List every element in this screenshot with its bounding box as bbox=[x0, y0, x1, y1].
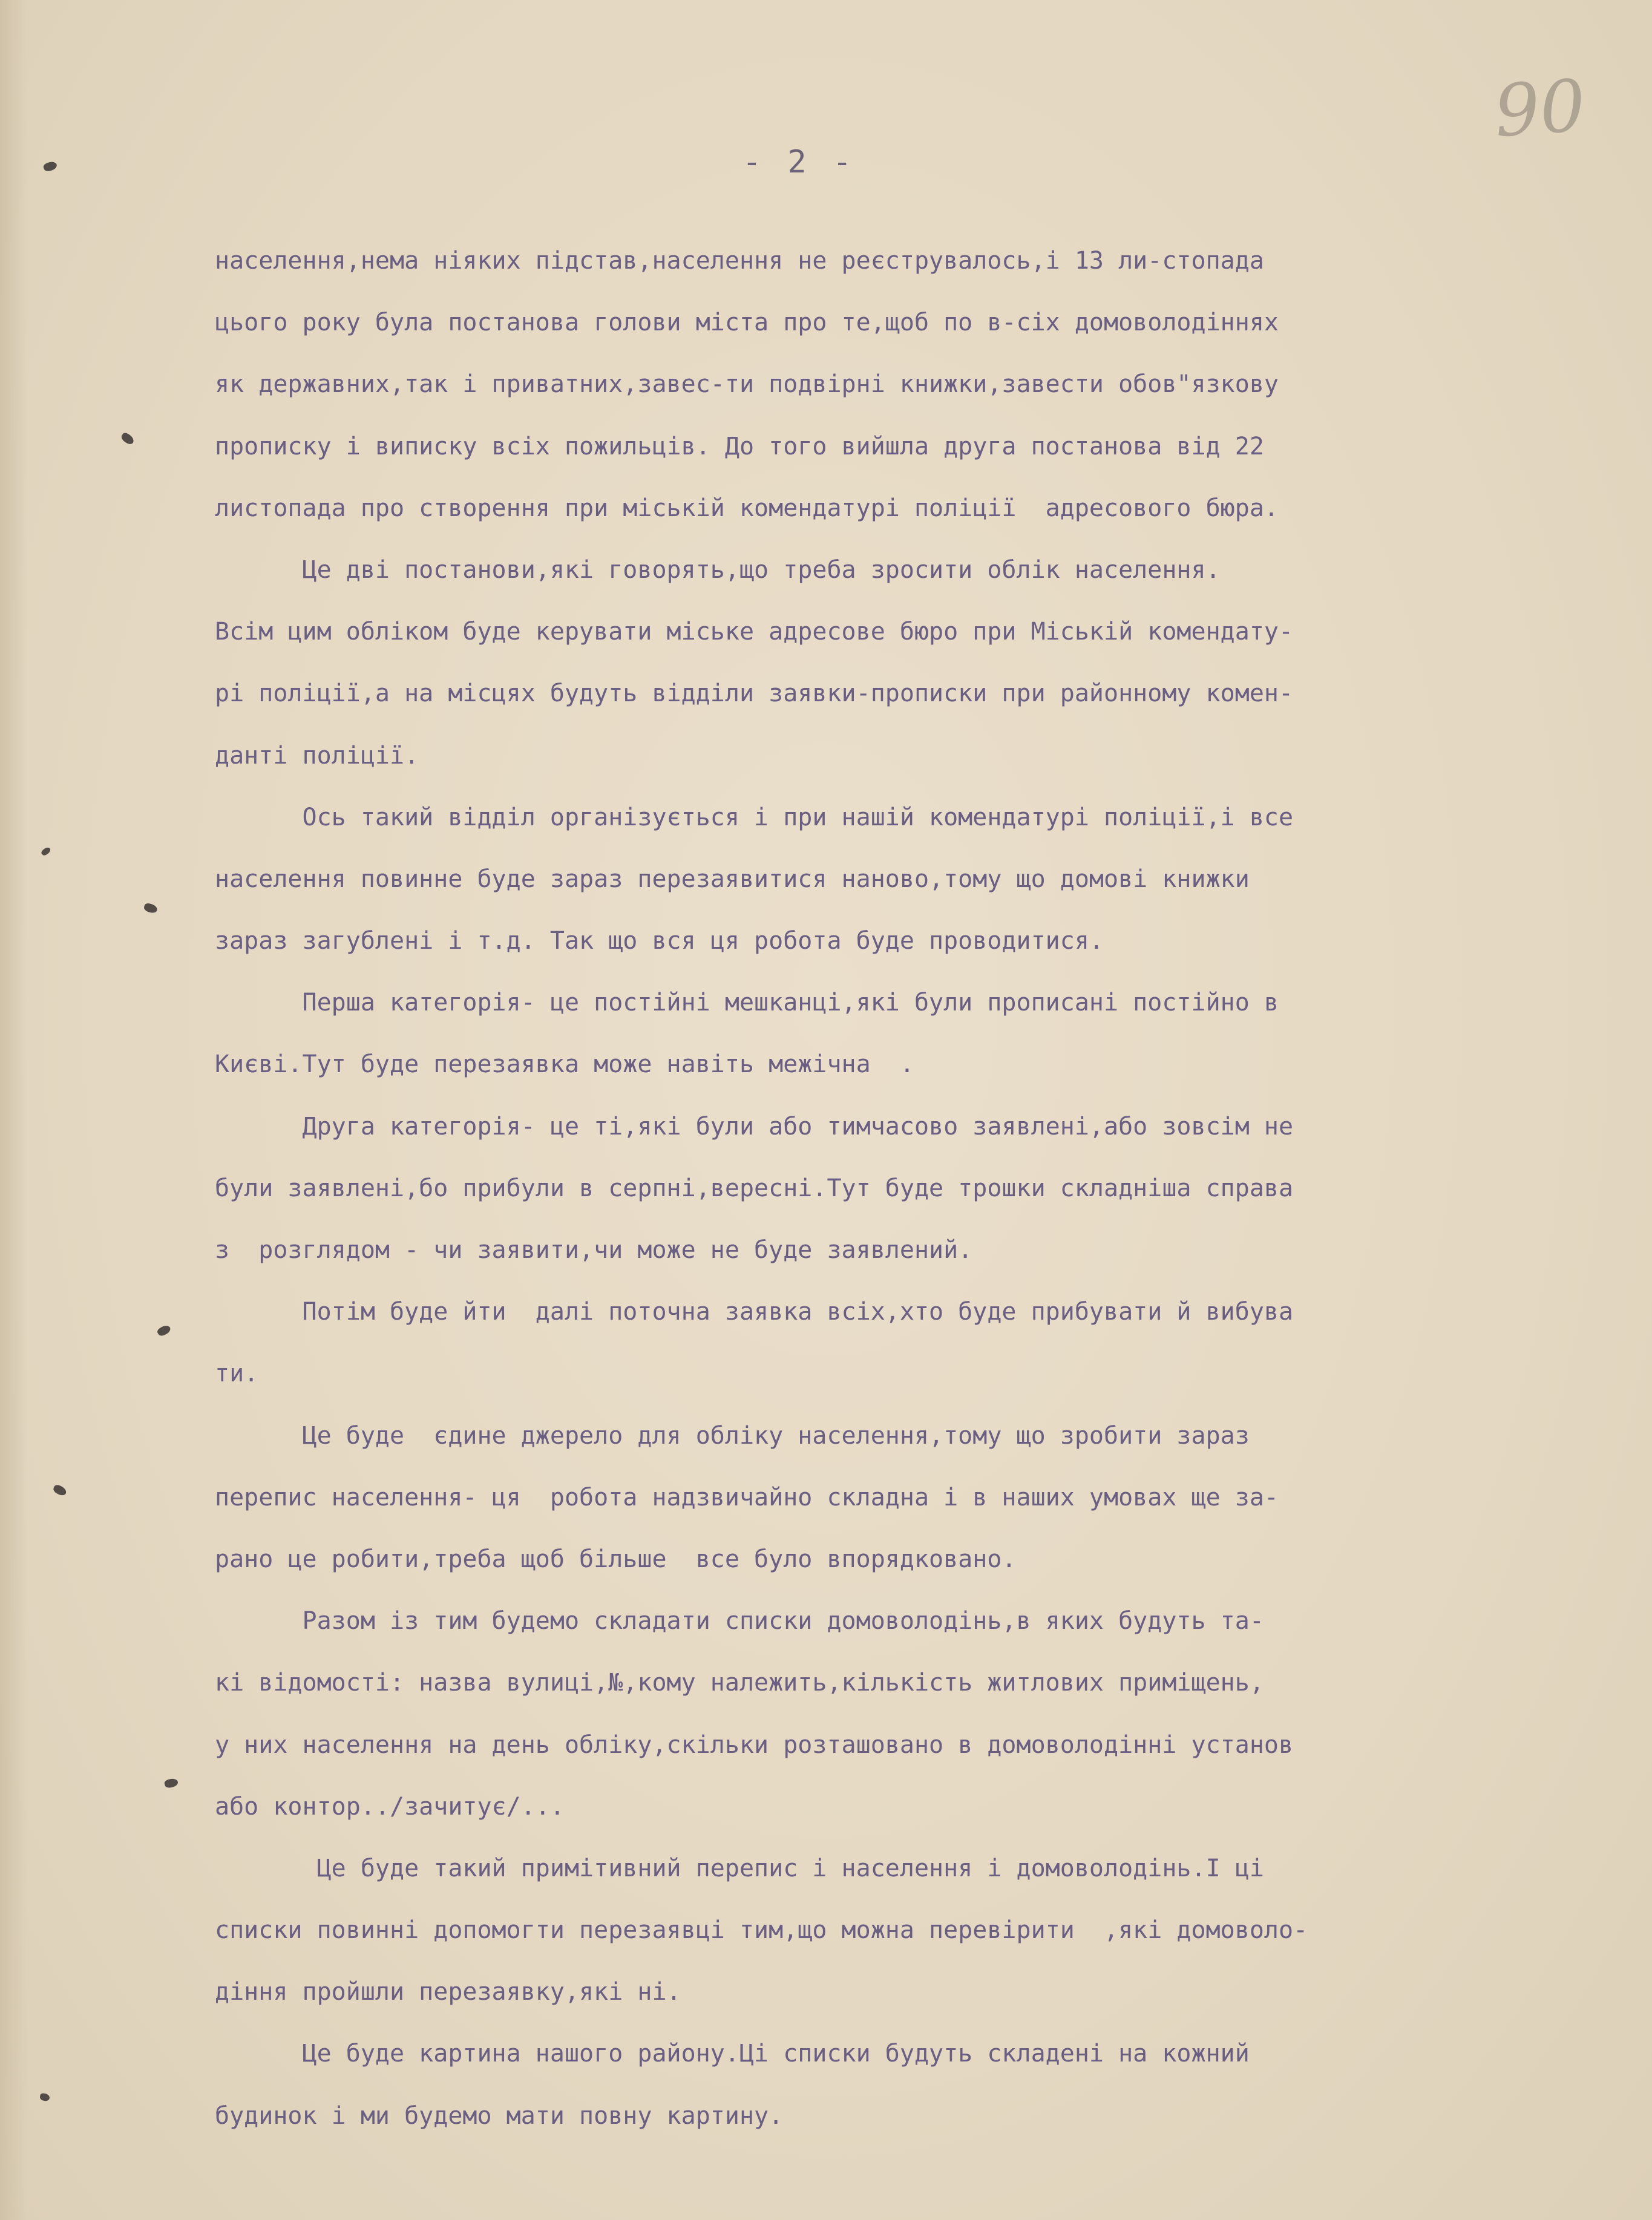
text-line: Перша категорія- це постійні мешканці,які були прописані постійно в bbox=[215, 989, 1279, 1017]
text-line: рі поліції,а на місцях будуть відділи заявки-прописки при районному комен- bbox=[215, 679, 1294, 708]
text-line: з розглядом - чи заявити,чи може не буде заявлений. bbox=[215, 1236, 973, 1264]
binding-hole-mark bbox=[164, 1777, 179, 1789]
text-line: листопада про створення при міській комендатурі поліції адресового бюра. bbox=[215, 494, 1279, 522]
text-line: ти. bbox=[215, 1360, 259, 1388]
text-line: будинок і ми будемо мати повну картину. bbox=[215, 2101, 784, 2130]
binding-hole-mark bbox=[156, 1323, 172, 1337]
archive-folio-number: 90 bbox=[1491, 63, 1588, 154]
text-line: населення,нема ніяких підстав,населення не реєструвалось,і 13 ли-стопада bbox=[215, 247, 1264, 275]
text-line: рано це робити,треба щоб більше все було впорядковано. bbox=[215, 1545, 1017, 1573]
page-number: - 2 - bbox=[742, 144, 856, 180]
text-line: Це буде єдине джерело для обліку населення,тому що зробити зараз bbox=[215, 1421, 1250, 1450]
binding-hole-mark bbox=[42, 160, 57, 173]
text-line: Разом із тим будемо складати списки домоволодінь,в яких будуть та- bbox=[215, 1607, 1264, 1636]
text-line: зараз загублені і т.д. Так що вся ця робота буде проводитися. bbox=[215, 927, 1104, 955]
binding-hole-mark bbox=[120, 431, 136, 446]
binding-hole-mark bbox=[41, 846, 52, 857]
text-line: Потім буде йти далі поточна заявка всіх,хто буде прибувати й вибува bbox=[215, 1298, 1294, 1326]
text-line: Це буде картина нашого району.Ці списки будуть складені на кожний bbox=[215, 2040, 1250, 2068]
binding-hole-mark bbox=[52, 1484, 68, 1497]
binding-hole-mark bbox=[39, 2093, 50, 2102]
text-line: прописку і виписку всіх пожильців. До того вийшла друга постанова від 22 bbox=[215, 432, 1264, 460]
text-line: данті поліції. bbox=[215, 741, 419, 770]
text-line: діння пройшли перезаявку,які ні. bbox=[215, 1978, 681, 2006]
binding-hole-mark bbox=[143, 902, 159, 914]
typed-text-body bbox=[215, 230, 1570, 2147]
text-line: Всім цим обліком буде керувати міське адресове бюро при Міській комендату- bbox=[215, 618, 1294, 646]
text-line: списки повинні допомогти перезаявці тим,що можна перевірити ,які домоволо- bbox=[215, 1916, 1308, 1945]
text-line: Ось такий відділ організується і при нашій комендатурі поліції,і все bbox=[215, 803, 1294, 831]
text-line: Друга категорія- це ті,які були або тимчасово заявлені,або зовсім не bbox=[215, 1112, 1294, 1141]
text-line: перепис населення- ця робота надзвичайно складна і в наших умовах ще за- bbox=[215, 1483, 1279, 1511]
text-line: як державних,так і приватних,завес-ти подвірні книжки,завести обов"язкову bbox=[215, 370, 1279, 399]
text-line: Це дві постанови,які говорять,що треба зросити облік населення. bbox=[215, 555, 1221, 584]
text-line: були заявлені,бо прибули в серпні,вересні.Тут буде трошки складніша справа bbox=[215, 1174, 1294, 1202]
text-line: у них населення на день обліку,скільки розташовано в домоволодінні установ bbox=[215, 1730, 1294, 1759]
text-line: цього року була постанова голови міста про те,щоб по в-сіх домоволодіннях bbox=[215, 309, 1279, 337]
text-line: населення повинне буде зараз перезаявитися наново,тому що домові книжки bbox=[215, 865, 1250, 893]
page-edge-shadow bbox=[0, 0, 28, 2220]
text-line: або контор../зачитує/... bbox=[215, 1792, 565, 1821]
text-line: Києві.Тут буде перезаявка може навіть межічна . bbox=[215, 1050, 914, 1079]
text-line: кі відомості: назва вулиці,№,кому належить,кількість житлових приміщень, bbox=[215, 1669, 1264, 1697]
text-line: Це буде такий примітивний перепис і населення і домоволодінь.І ці bbox=[215, 1854, 1264, 1882]
